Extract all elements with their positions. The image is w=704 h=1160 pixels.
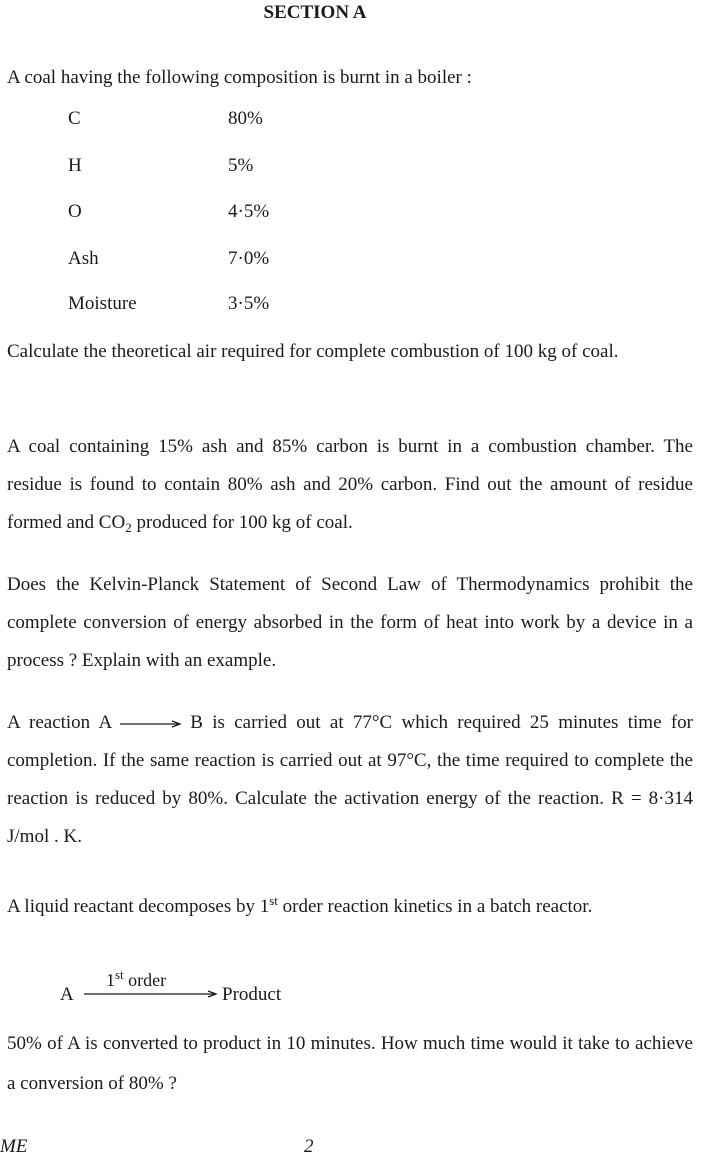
section-heading: SECTION A — [263, 2, 367, 23]
composition-value-c: 80% — [228, 108, 263, 129]
q5-text — [7, 882, 693, 926]
reaction-label-num: 1 — [106, 970, 115, 990]
composition-value-h: 5% — [228, 155, 254, 176]
q2-text-after: produced for 100 kg of coal. — [131, 512, 353, 533]
q5-sup: st — [269, 893, 278, 908]
q2-text — [7, 428, 693, 547]
reaction-label-text: order — [123, 970, 167, 990]
q1-question: Calculate the theoretical air required for complete combustion of 100 kg of coal. — [7, 341, 619, 362]
q2-text-before: A coal containing 15% ash and 85% carbon is burnt in a combustion chamber. The residue is found to contain 80% ash and 20% carbon. Find out the amount of residue formed and CO — [7, 436, 693, 533]
q2-subscript: 2 — [125, 520, 132, 535]
composition-label-moisture: Moisture — [68, 293, 137, 314]
composition-label-h: H — [68, 155, 82, 176]
q4-text-after: B is carried out at 77°C which required 25 minutes time for completion. If the same reaction is carried out at 97°C, the time required to complete the reaction is reduced by 80%. Calculate the activation energy of the reaction. R = 8·314 J/mol . K. — [7, 712, 693, 847]
q5-text-after: order reaction kinetics in a batch reactor. — [277, 896, 593, 917]
q1-intro: A coal having the following composition is burnt in a boiler : — [7, 67, 472, 88]
reaction-reactant: A — [60, 984, 74, 1005]
composition-value-o: 4·5% — [228, 201, 270, 222]
reaction-label-sup: st — [115, 967, 124, 982]
q4-text-before: A reaction A — [7, 712, 113, 733]
composition-label-c: C — [68, 108, 81, 129]
composition-value-moisture: 3·5% — [228, 293, 270, 314]
page-number: 2 — [304, 1136, 314, 1157]
q5-question: 50% of A is converted to product in 10 minutes. How much time would it take to achieve a conversion of 80% ? — [7, 1033, 693, 1094]
composition-value-ash: 7·0% — [228, 248, 270, 269]
reaction-long-arrow-icon — [84, 990, 218, 998]
reaction-arrow-label — [106, 967, 166, 991]
composition-label-ash: Ash — [68, 248, 99, 269]
composition-label-o: O — [68, 201, 82, 222]
q4-text — [7, 704, 693, 856]
q3-text: Does the Kelvin-Planck Statement of Second Law of Thermodynamics prohibit the complete conversion of energy absorbed in the form of heat into work by a device in a process ? Explain with an example. — [7, 574, 693, 671]
reaction-product: Product — [222, 984, 282, 1005]
q5-text-before: A liquid reactant decomposes by 1 — [7, 896, 270, 917]
footer-code: ME — [0, 1136, 28, 1157]
reaction-arrow-icon — [120, 720, 182, 728]
